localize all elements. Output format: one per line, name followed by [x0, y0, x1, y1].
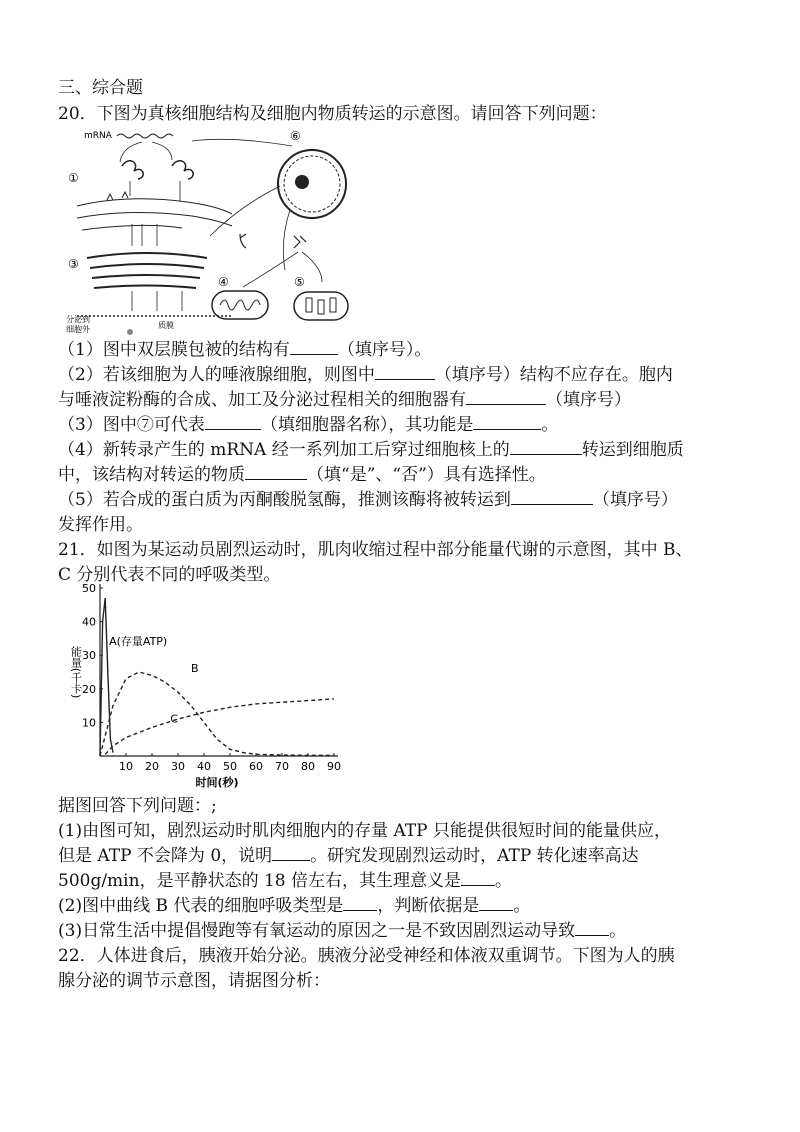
q21-sub2: (2)图中曲线 B 代表的细胞呼吸类型是 ，判断依据是 。 [58, 896, 531, 916]
y-tick-label: 30 [82, 649, 96, 663]
energy-chart [62, 580, 362, 794]
q21-sub1-cont2: 500g/min，是平静状态的 18 倍左右，其生理意义是 。 [58, 871, 513, 891]
y-tick-label: 20 [82, 682, 96, 696]
q20-stem: 20．下图为真核细胞结构及细胞内物质转运的示意图。请回答下列问题： [58, 104, 607, 124]
series-line-1 [100, 672, 334, 756]
x-tick-label: 80 [301, 760, 315, 773]
q21-sub1: (1)由图可知，剧烈运动时肌肉细胞内的存量 ATP 只能提供很短时间的能量供应， [58, 821, 672, 841]
label-5: ⑤ [294, 275, 305, 289]
label-4: ④ [218, 275, 229, 289]
label-6: ⑥ [290, 129, 301, 143]
q22-line2: 腺分泌的调节示意图，请据图分析： [58, 971, 330, 991]
q20-sub1: （1）图中双层膜包被的结构有 （填序号）。 [58, 340, 432, 360]
label-secrete-1: 分泌到 [66, 315, 90, 324]
series-label-1: B [191, 662, 199, 675]
series-label-2: C [170, 712, 178, 726]
y-tick-label: 40 [82, 615, 96, 629]
y-tick-label: 50 [82, 582, 96, 595]
x-tick-label: 70 [275, 760, 289, 773]
section-title: 三、综合题 [58, 78, 143, 98]
x-tick-label: 40 [197, 760, 211, 773]
q22-line1: 22．人体进食后，胰液开始分泌。胰液分泌受神经和体液双重调节。下图为人的胰 [58, 946, 675, 966]
x-tick-label: 30 [171, 760, 185, 773]
q21-sub3: (3)日常生活中提倡慢跑等有氧运动的原因之一是不致因剧烈运动导致 。 [58, 921, 627, 941]
x-tick-label: 20 [145, 760, 159, 773]
label-1: ① [68, 171, 79, 185]
q21-stem-2: C 分别代表不同的呼吸类型。 [58, 565, 281, 585]
label-3: ③ [68, 257, 79, 271]
q20-sub2: （2）若该细胞为人的唾液腺细胞，则图中 （填序号）结构不应存在。胞内 [58, 365, 673, 385]
cell-structure-figure [62, 126, 362, 340]
q21-sub1-cont: 但是 ATP 不会降为 0，说明 。研究发现剧烈运动时，ATP 转化速率高达 [58, 846, 639, 866]
label-membrane: 质膜 [158, 321, 174, 330]
x-tick-label: 10 [119, 760, 133, 773]
x-tick-label: 50 [223, 760, 237, 773]
q21-after: 据图回答下列问题：; [58, 796, 217, 816]
q20-sub5-cont: 发挥作用。 [58, 515, 143, 535]
x-tick-label: 60 [249, 760, 263, 773]
q20-sub5: （5）若合成的蛋白质为丙酮酸脱氢酶，推测该酶将被转运到 （填序号） [58, 490, 678, 510]
q20-sub2-cont: 与唾液淀粉酶的合成、加工及分泌过程相关的细胞器有 （填序号） [58, 390, 631, 410]
series-label-0: A(存量ATP) [109, 635, 168, 649]
q21-stem-1: 21．如图为某运动员剧烈运动时，肌肉收缩过程中部分能量代谢的示意图，其中 B、 [58, 540, 693, 560]
label-secrete-2: 细胞外 [66, 325, 90, 334]
q20-sub4-cont: 中，该结构对转运的物质 （填“是”、“否”）具有选择性。 [58, 465, 546, 485]
series-line-2 [105, 699, 334, 754]
x-tick-label: 90 [327, 760, 341, 773]
y-axis-label: 能量(千卡) [69, 645, 83, 699]
q20-sub4: （4）新转录产生的 mRNA 经一系列加工后穿过细胞核上的 转运到细胞质 [58, 440, 684, 460]
q20-sub3: （3）图中⑦可代表 （填细胞器名称），其功能是 。 [58, 415, 559, 435]
y-tick-label: 10 [82, 716, 96, 730]
label-mrna: mRNA [84, 131, 112, 141]
x-axis-label: 时间(秒) [195, 776, 239, 789]
